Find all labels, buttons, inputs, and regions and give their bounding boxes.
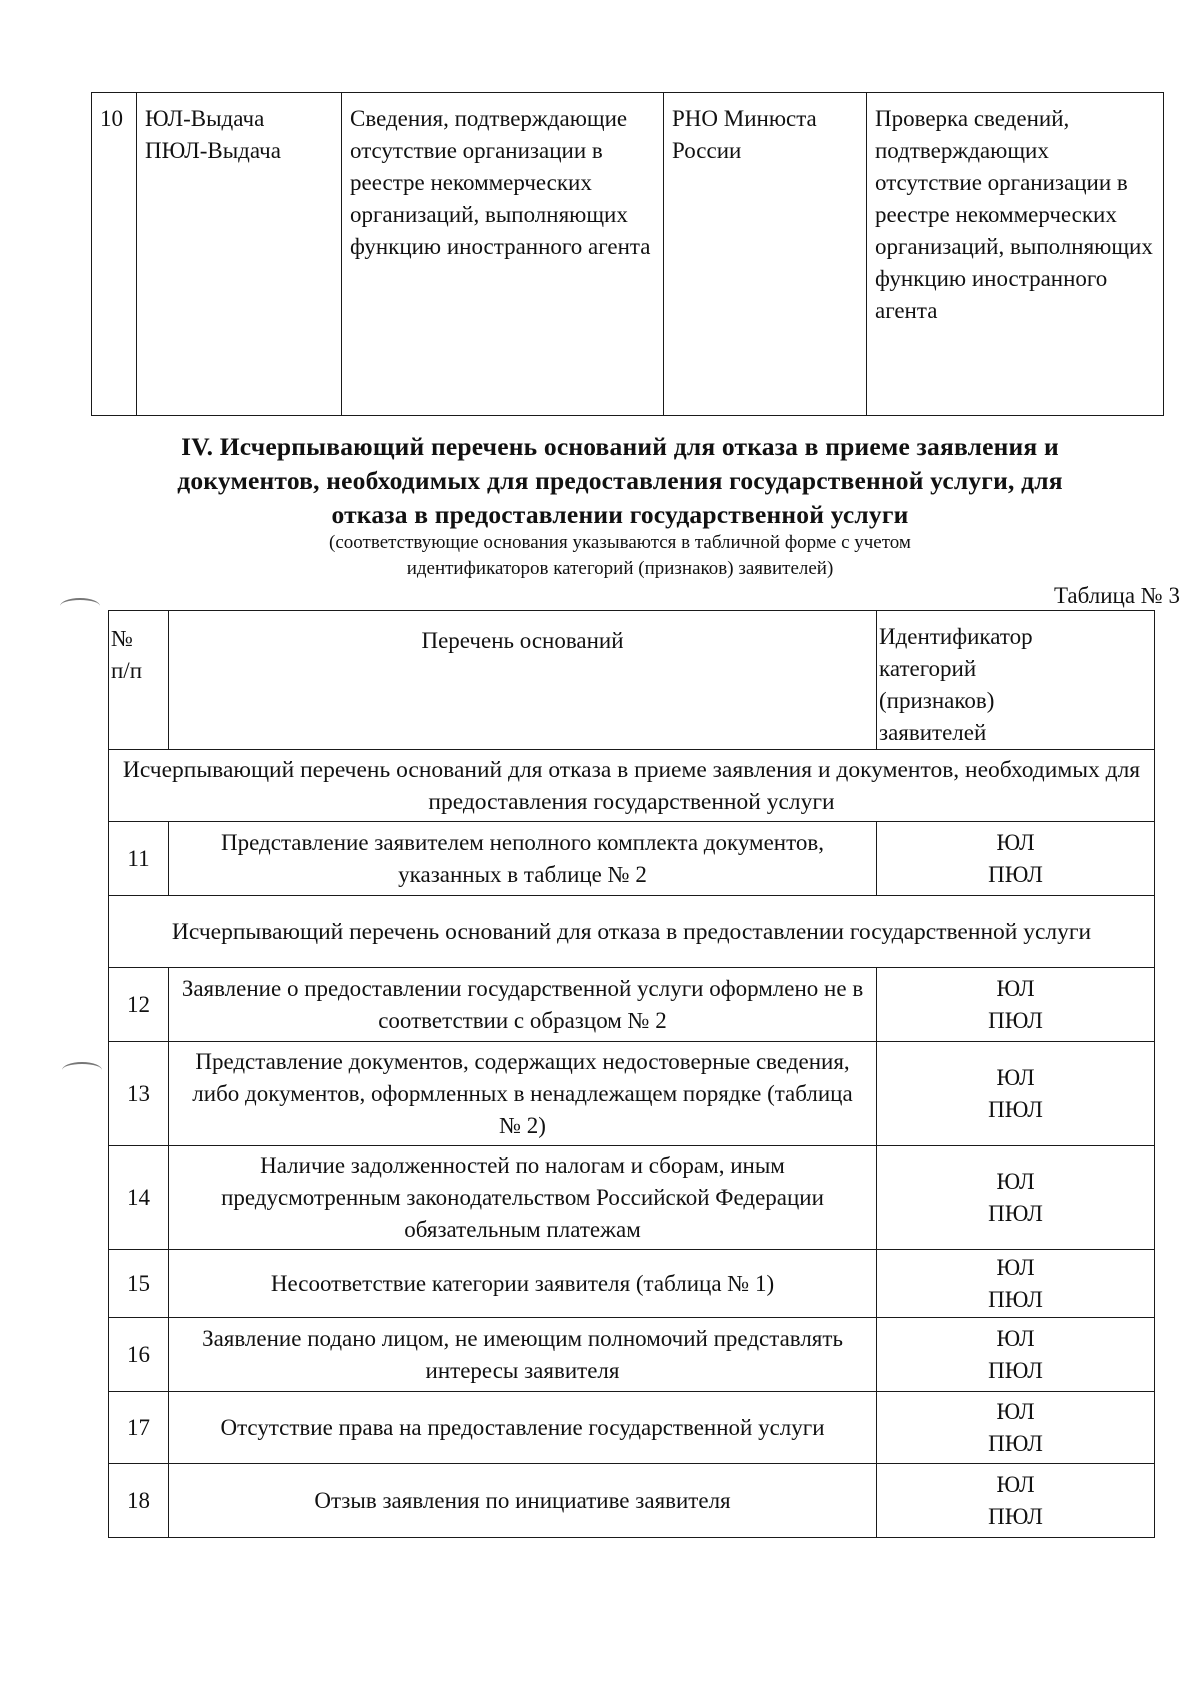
check-cell: Проверка сведений, подтверждающих отсутствие организации в реестре некоммерческих организаций, выполняющих функцию иностранного агента — [867, 93, 1164, 416]
row-number: 11 — [109, 822, 169, 896]
table-subheader-row — [109, 896, 1155, 968]
refusal-grounds-table — [108, 610, 1155, 1538]
row-number: 15 — [109, 1250, 169, 1318]
authority-cell: РНО Минюста России — [664, 93, 867, 416]
row-reason: Представление документов, содержащих недостоверные сведения, либо документов, оформленных в ненадлежащем порядке (таблица № 2) — [169, 1042, 877, 1146]
applicant-id: ЮЛ — [996, 1064, 1035, 1090]
header-ids: Идентификатор категорий (признаков) заявителей — [877, 611, 1155, 750]
applicant-id: ПЮЛ — [988, 1096, 1043, 1122]
applicant-id: ЮЛ — [996, 829, 1035, 855]
table-row — [109, 1318, 1155, 1392]
table-subheader-row — [109, 750, 1155, 822]
table-row — [109, 1392, 1155, 1464]
documents-table-continuation — [91, 92, 1164, 416]
row-number: 14 — [109, 1146, 169, 1250]
table-row — [109, 1146, 1155, 1250]
applicant-ids-cell — [137, 93, 342, 416]
row-reason: Отзыв заявления по инициативе заявителя — [169, 1464, 877, 1538]
applicant-id: ЮЛ — [996, 1254, 1035, 1280]
table-row — [109, 1042, 1155, 1146]
row-reason: Наличие задолженностей по налогам и сборам, иным предусмотренным законодательством Российской Федерации обязательным платежам — [169, 1146, 877, 1250]
header-num: № п/п — [109, 611, 169, 750]
row-ids — [877, 1392, 1155, 1464]
table-row — [92, 93, 1164, 416]
row-reason: Отсутствие права на предоставление государственной услуги — [169, 1392, 877, 1464]
section-title: IV. Исчерпывающий перечень оснований для отказа в приеме заявления и документов, необходимых для предоставления государственной услуги, для отказа в предоставлении государственной услуги — [177, 432, 1063, 529]
row-reason: Заявление подано лицом, не имеющим полномочий представлять интересы заявителя — [169, 1318, 877, 1392]
row-number: 12 — [109, 968, 169, 1042]
applicant-id: ЮЛ — [996, 975, 1035, 1001]
applicant-id: ПЮЛ — [988, 1430, 1043, 1456]
row-ids — [877, 1318, 1155, 1392]
row-ids — [877, 1042, 1155, 1146]
applicant-id: ПЮЛ — [988, 1286, 1043, 1312]
subheader-service-refusal: Исчерпывающий перечень оснований для отказа в предоставлении государственной услуги — [109, 896, 1155, 968]
row-number: 13 — [109, 1042, 169, 1146]
section-note: (соответствующие основания указываются в табличной форме с учетом идентификаторов категорий (признаков) заявителей) — [329, 532, 911, 579]
row-number: 18 — [109, 1464, 169, 1538]
row-reason: Заявление о предоставлении государственной услуги оформлено не в соответствии с образцом № 2 — [169, 968, 877, 1042]
subheader-reception-refusal: Исчерпывающий перечень оснований для отказа в приеме заявления и документов, необходимых для предоставления государственной услуги — [109, 750, 1155, 822]
table-row — [109, 1464, 1155, 1538]
row-ids — [877, 822, 1155, 896]
row-reason: Представление заявителем неполного комплекта документов, указанных в таблице № 2 — [169, 822, 877, 896]
applicant-id: ЮЛ — [996, 1471, 1035, 1497]
table-caption: Таблица № 3 — [1053, 583, 1180, 608]
applicant-id: ЮЛ — [996, 1398, 1035, 1424]
applicant-id: ПЮЛ — [988, 1200, 1043, 1226]
applicant-id: ПЮЛ — [988, 861, 1043, 887]
applicant-id: ПЮЛ — [988, 1007, 1043, 1033]
header-reasons: Перечень оснований — [169, 611, 877, 750]
row-ids — [877, 1146, 1155, 1250]
scan-mark — [62, 1062, 102, 1078]
scan-mark — [60, 598, 100, 614]
row-number: 17 — [109, 1392, 169, 1464]
applicant-id: ПЮЛ-Выдача — [145, 138, 281, 163]
row-number: 16 — [109, 1318, 169, 1392]
row-reason: Несоответствие категории заявителя (таблица № 1) — [169, 1250, 877, 1318]
table-row — [109, 1250, 1155, 1318]
table-row — [109, 822, 1155, 896]
applicant-id: ЮЛ — [996, 1325, 1035, 1351]
applicant-id: ПЮЛ — [988, 1503, 1043, 1529]
row-number: 10 — [92, 93, 137, 416]
row-ids — [877, 1250, 1155, 1318]
applicant-id: ЮЛ-Выдача — [145, 106, 265, 131]
row-ids — [877, 968, 1155, 1042]
table-header-row — [109, 611, 1155, 750]
table-row — [109, 968, 1155, 1042]
document-cell: Сведения, подтверждающие отсутствие организации в реестре некоммерческих организаций, выполняющих функцию иностранного агента — [342, 93, 664, 416]
applicant-id: ЮЛ — [996, 1168, 1035, 1194]
applicant-id: ПЮЛ — [988, 1357, 1043, 1383]
row-ids — [877, 1464, 1155, 1538]
